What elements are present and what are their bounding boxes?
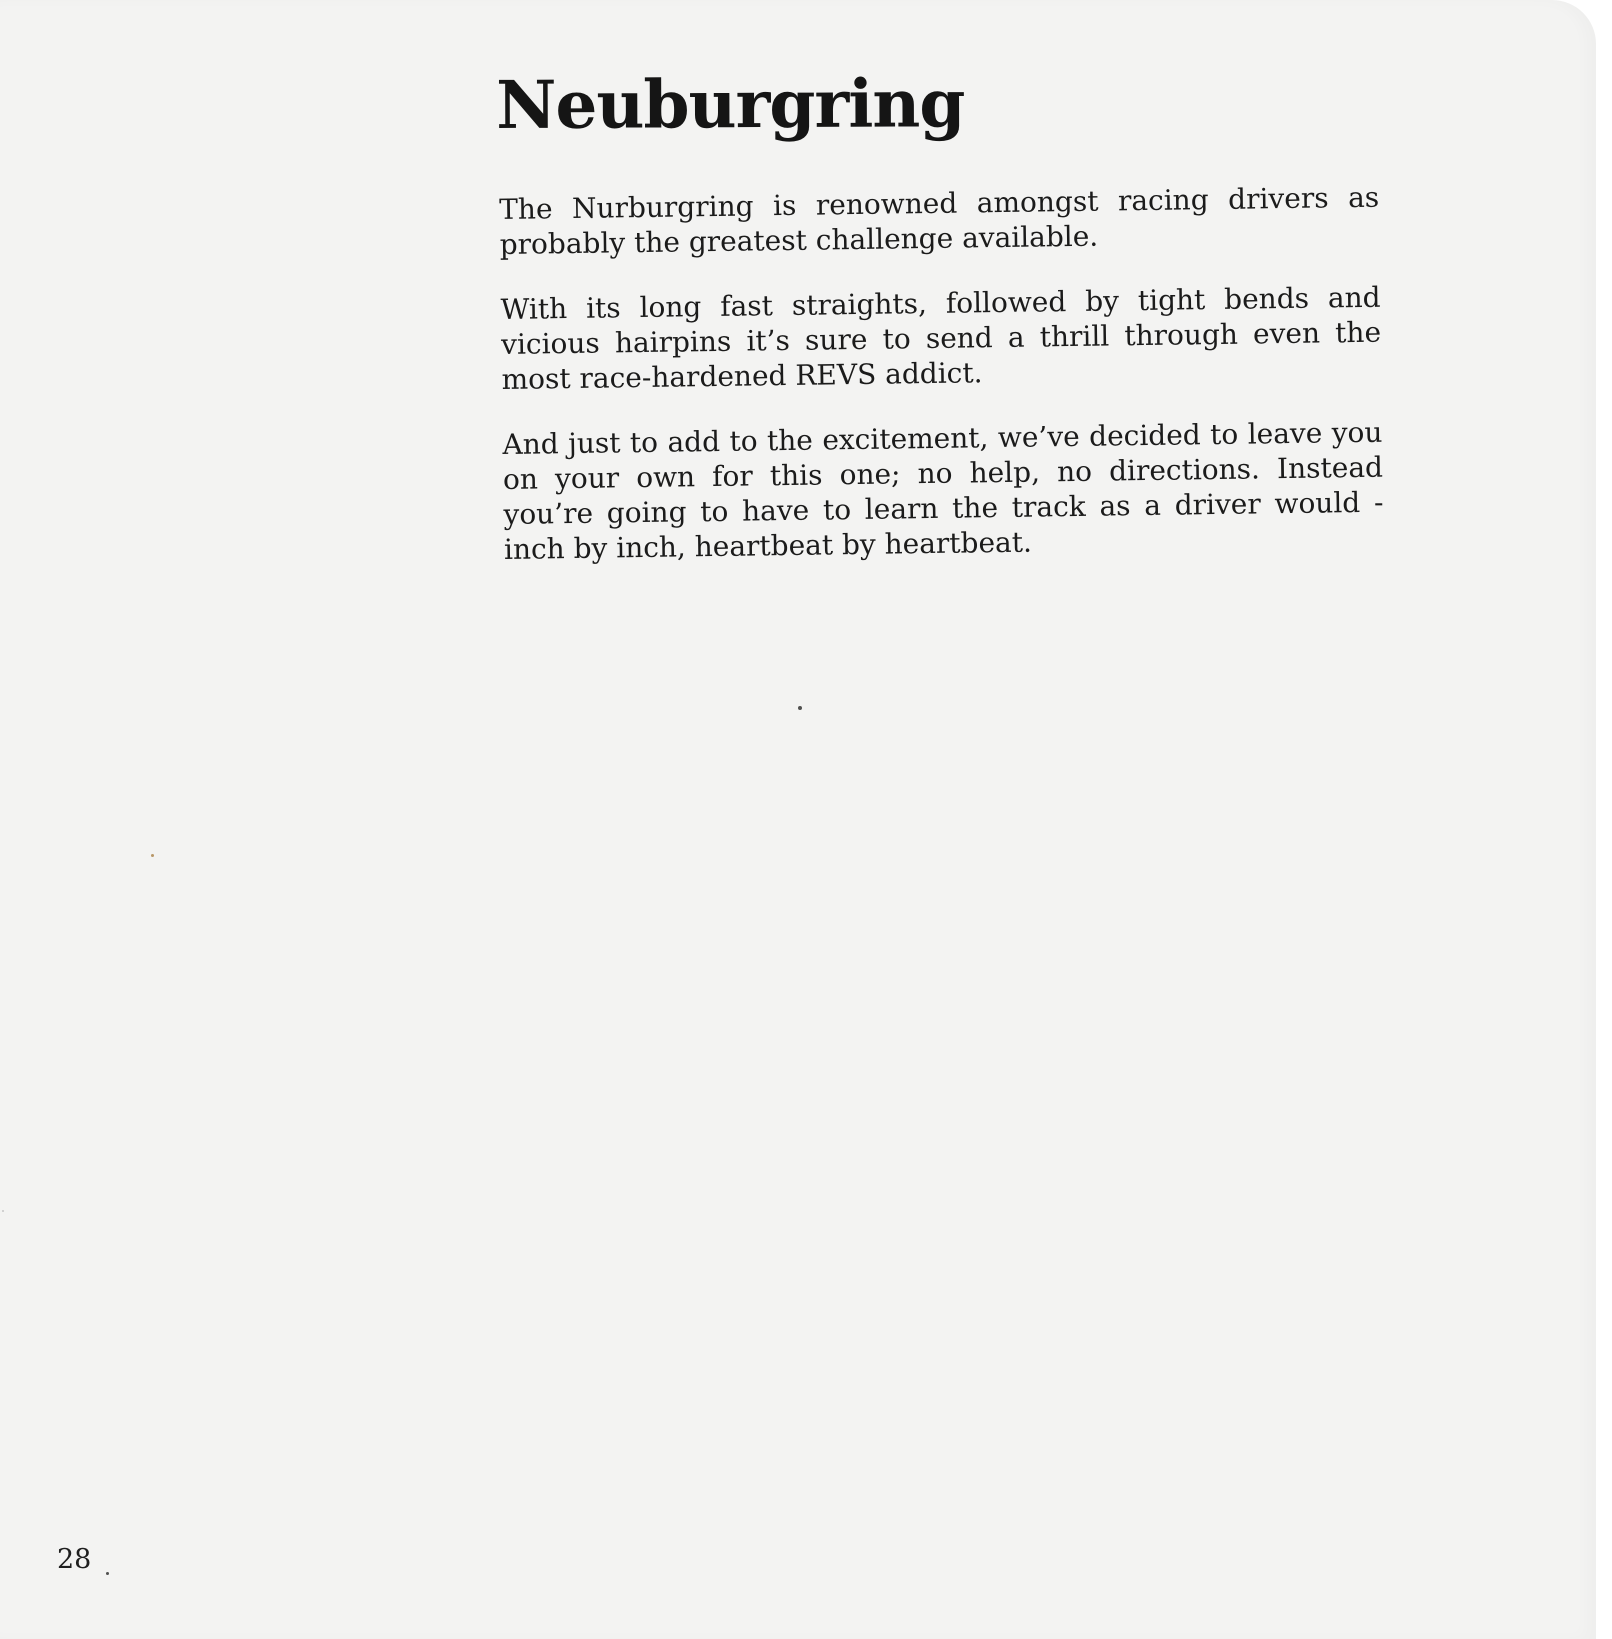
paragraph-3: And just to add to the excitement, we’ve decided to leave you on your own for this one; no help, no directions. Instead you’re going to have to learn the track as a driver would - inch by inch, heartbeat by heartbeat. <box>502 415 1384 566</box>
paper-speck <box>151 854 154 857</box>
scan-right-edge <box>1596 18 1612 1639</box>
paper-speck <box>2 1210 4 1212</box>
paragraph-1: The Nurburgring is renowned amongst racing drivers as probably the greatest challenge available. <box>499 180 1380 261</box>
paragraph-2: With its long fast straights, followed by tight bends and vicious hairpins it’s sure to send a thrill through even the most race-hardened REVS addict. <box>500 280 1382 396</box>
article-body <box>499 180 1385 597</box>
paper-speck <box>106 1572 109 1575</box>
paper-speck <box>798 706 802 710</box>
page-title: Neuburgring <box>495 64 965 144</box>
page-number: 28 <box>57 1544 92 1575</box>
